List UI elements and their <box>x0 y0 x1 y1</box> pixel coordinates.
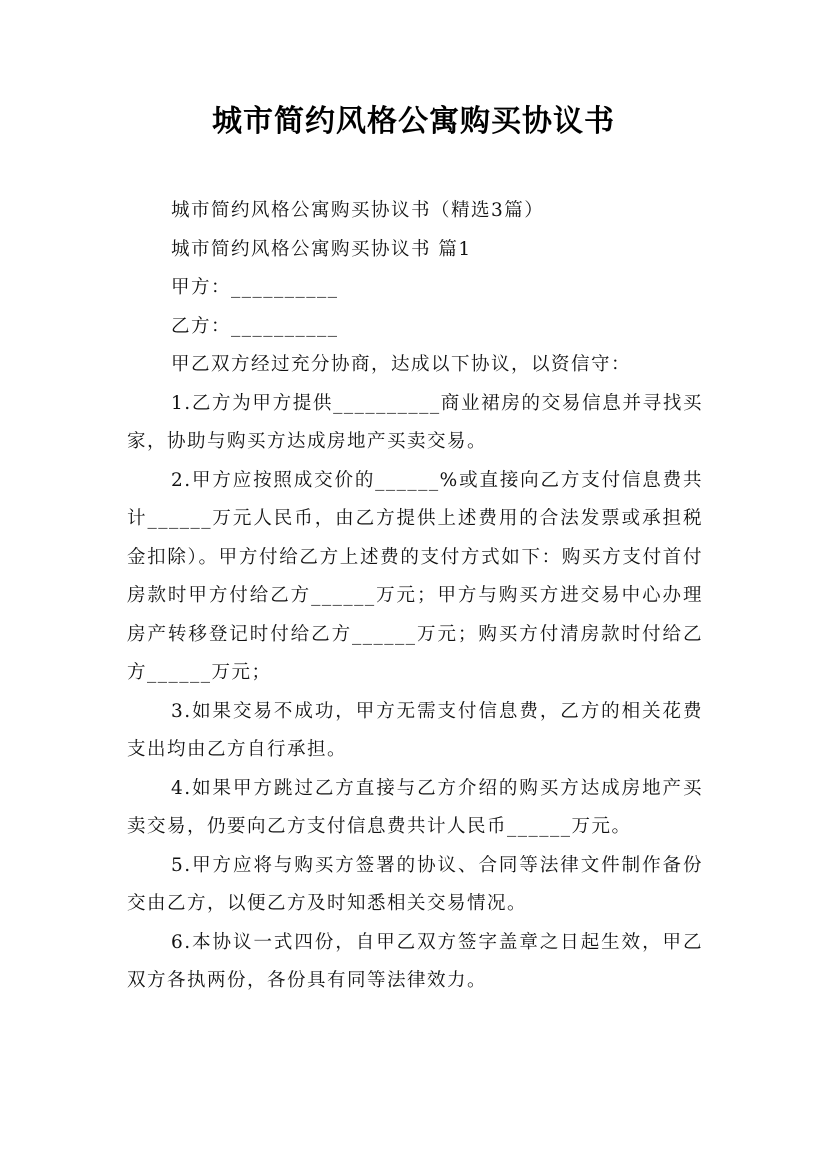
clause-4: 4.如果甲方跳过乙方直接与乙方介绍的购买方达成房地产买卖交易，仍要向乙方支付信息费共计人民币______万元。 <box>127 777 703 837</box>
document-body <box>127 192 703 1001</box>
clause-1: 1.乙方为甲方提供__________商业裙房的交易信息并寻找买家，协助与购买方达成房地产买卖交易。 <box>127 392 703 452</box>
document-title: 城市简约风格公寓购买协议书 <box>212 104 615 139</box>
preamble-paragraph: 甲乙双方经过充分协商，达成以下协议，以资信守： <box>171 354 632 375</box>
party-a-line: 甲方：__________ <box>171 277 339 298</box>
document-subtitle: 城市简约风格公寓购买协议书（精选3篇） <box>171 200 545 221</box>
party-b-line: 乙方：__________ <box>171 315 339 337</box>
clause-3: 3.如果交易不成功，甲方无需支付信息费，乙方的相关花费支出均由乙方自行承担。 <box>127 700 703 760</box>
clause-2: 2.甲方应按照成交价的______%或直接向乙方支付信息费共计______万元人民币，由乙方提供上述费用的合法发票或承担税金扣除）。甲方付给乙方上述费的支付方式如下：购买方支付首付房款时甲方付给乙方______万元；甲方与购买方进交易中心办理房产转移登记时付给乙方______万元；购买方付清房款时付给乙方______万元； <box>127 469 703 683</box>
clause-6: 6.本协议一式四份，自甲乙双方签字盖章之日起生效，甲乙双方各执两份，各份具有同等法律效力。 <box>127 931 703 991</box>
section-heading: 城市简约风格公寓购买协议书 篇1 <box>171 238 472 260</box>
clause-5: 5.甲方应将与购买方签署的协议、合同等法律文件制作备份交由乙方，以便乙方及时知悉相关交易情况。 <box>127 854 703 914</box>
